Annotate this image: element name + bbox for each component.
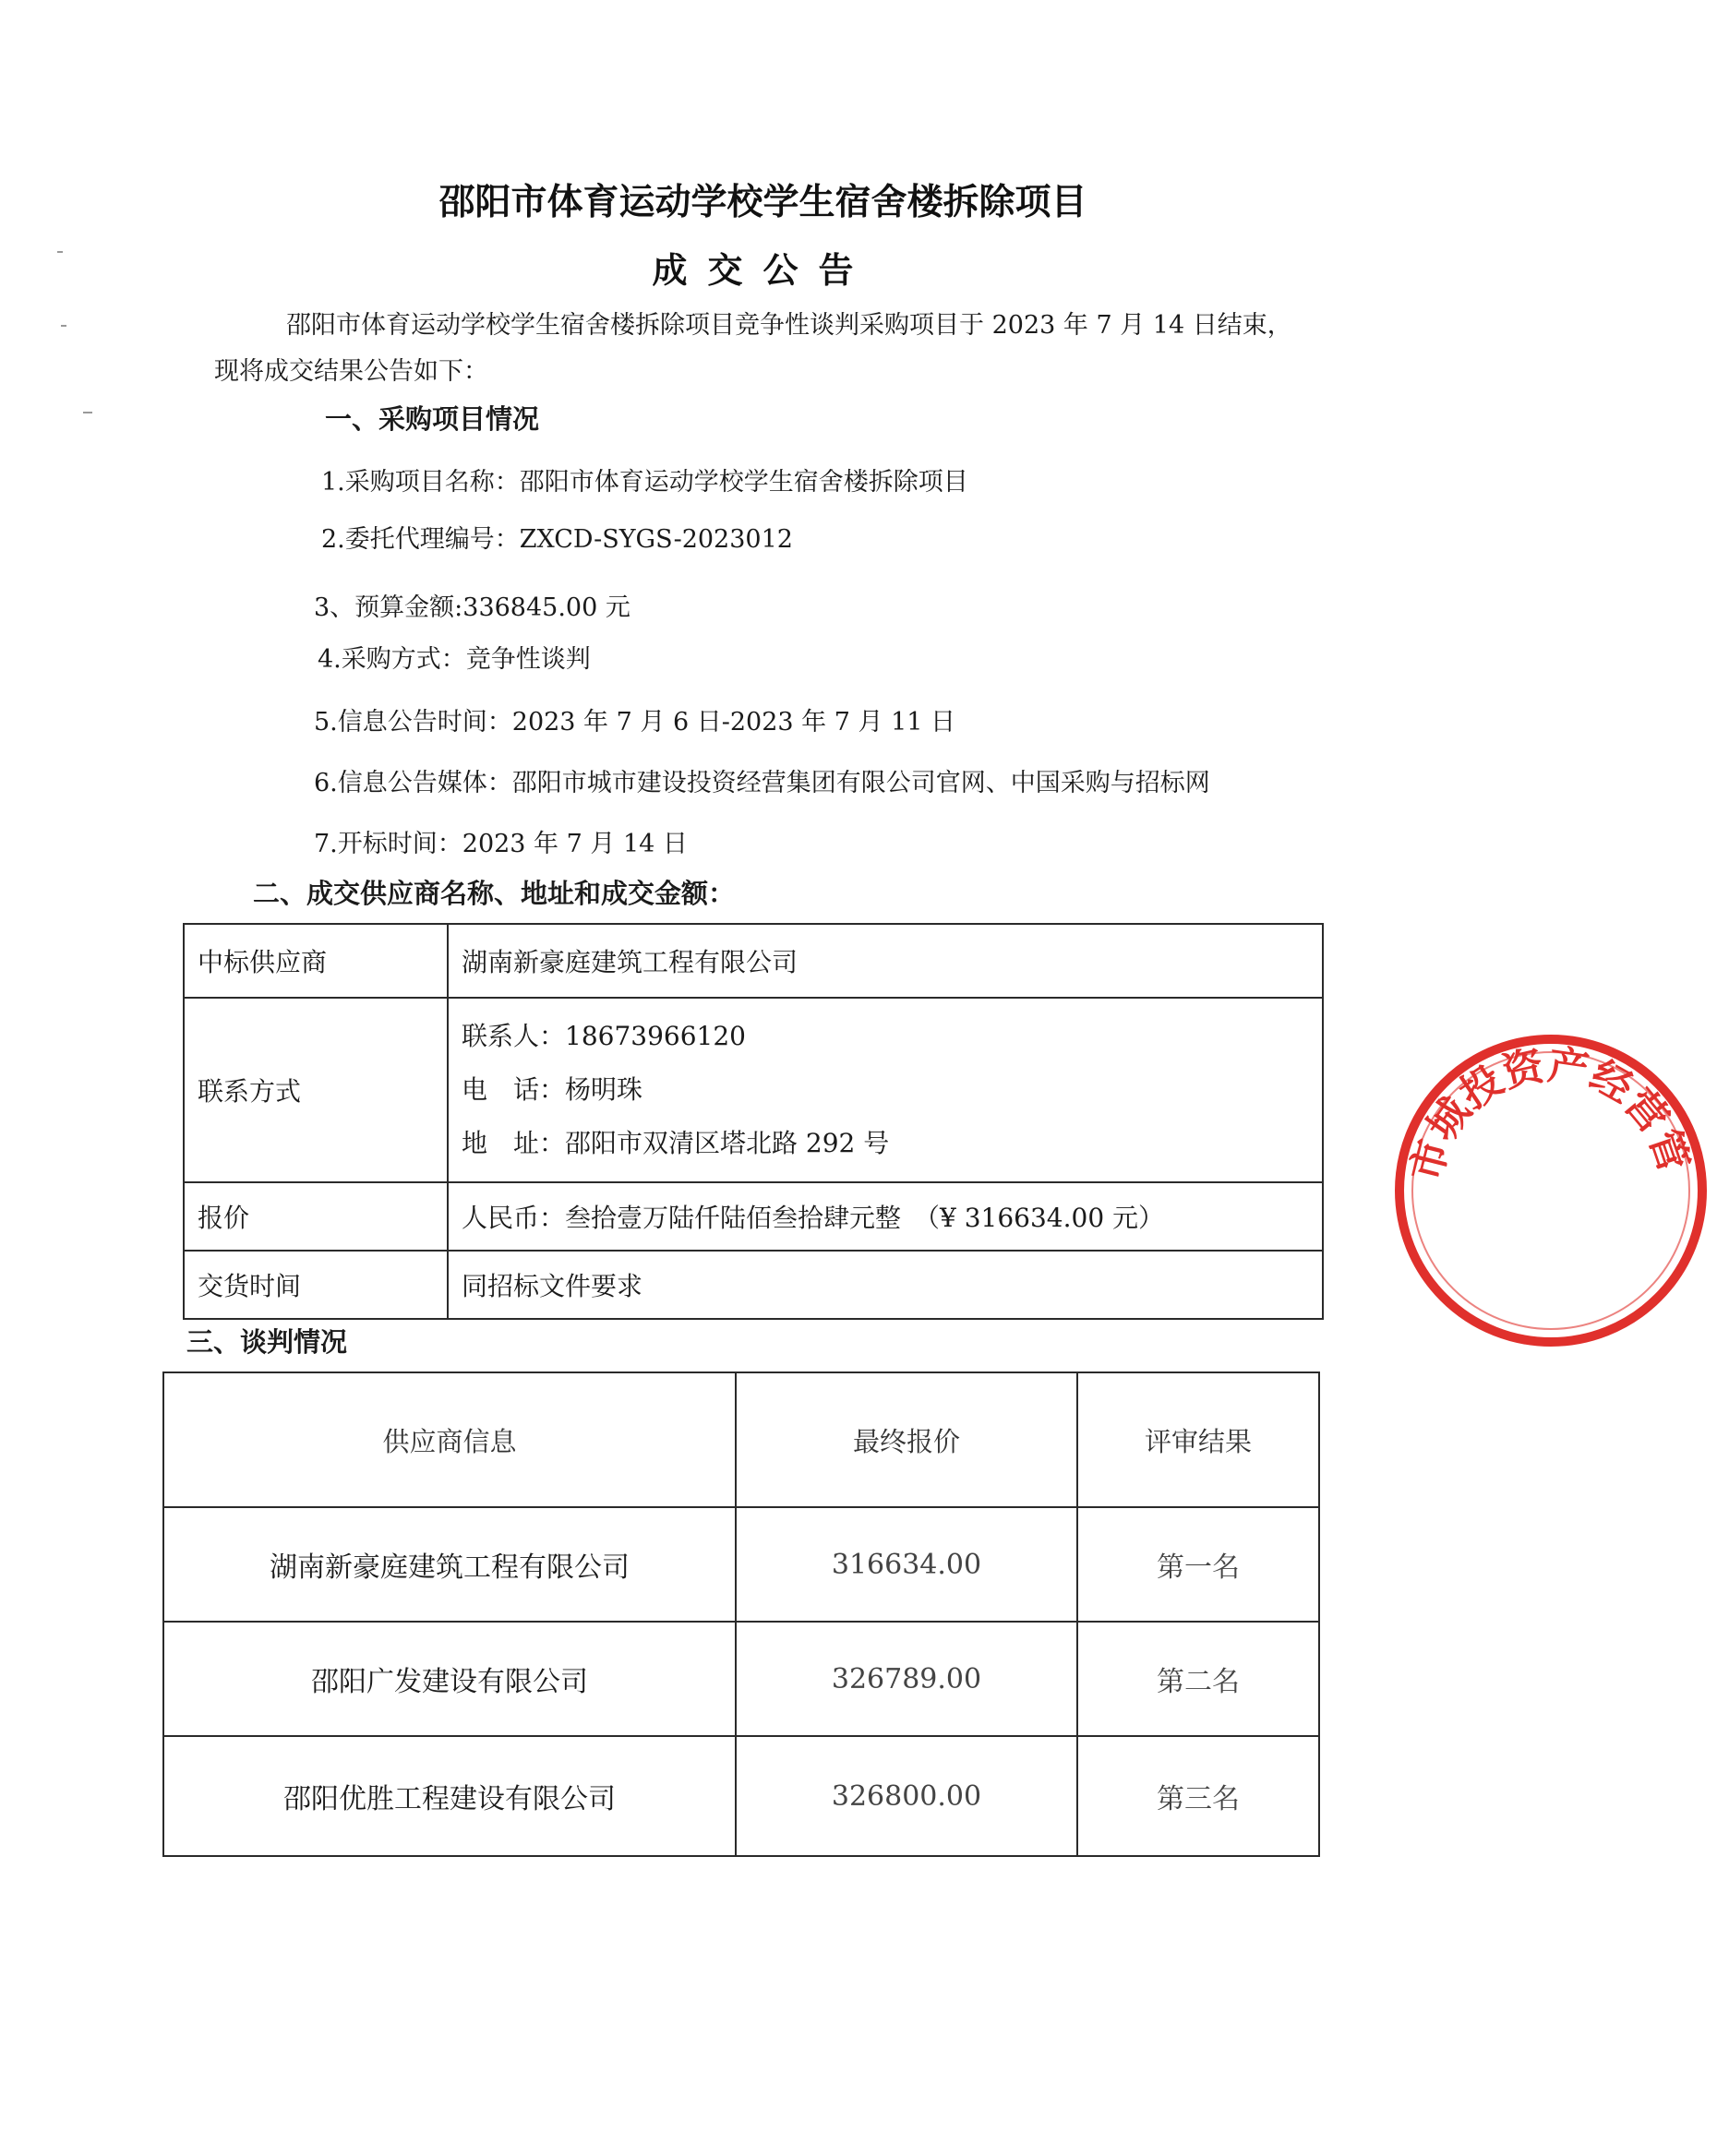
section-1-heading: 一、采购项目情况 (325, 403, 540, 435)
project-name-item: 1.采购项目名称：邵阳市体育运动学校学生宿舍楼拆除项目 (321, 468, 968, 497)
row-result: 第三名 (1077, 1736, 1319, 1856)
table-row (184, 924, 1323, 998)
seal-text: 市城投资产经营管 (1402, 1041, 1698, 1186)
delivery-value: 同招标文件要求 (448, 1251, 1323, 1319)
intro-line-1: 邵阳市体育运动学校学生宿舍楼拆除项目竞争性谈判采购项目于 2023 年 7 月 14 日结束， (286, 311, 1292, 340)
supplier-value: 湖南新豪庭建筑工程有限公司 (448, 924, 1323, 998)
row-price: 326800.00 (736, 1736, 1077, 1856)
row-price: 316634.00 (736, 1507, 1077, 1622)
negotiation-table (162, 1371, 1320, 1857)
row-supplier: 邵阳广发建设有限公司 (163, 1622, 736, 1736)
table-header-row (163, 1372, 1319, 1507)
page-subtitle: 成交公告 (652, 249, 874, 291)
contact-address: 地 址：邵阳市双清区塔北路 292 号 (462, 1128, 890, 1158)
contact-person: 联系人：18673966120 (462, 1021, 746, 1051)
row-result: 第一名 (1077, 1507, 1319, 1622)
award-table (183, 923, 1324, 1320)
scan-mark (83, 412, 92, 413)
official-seal-icon (1385, 1024, 1717, 1357)
row-price: 326789.00 (736, 1622, 1077, 1736)
header-result: 评审结果 (1077, 1372, 1319, 1507)
header-price: 最终报价 (736, 1372, 1077, 1507)
bid-opening-item: 7.开标时间：2023 年 7 月 14 日 (314, 830, 688, 858)
table-row (184, 998, 1323, 1182)
table-row (163, 1622, 1319, 1736)
contact-label: 联系方式 (184, 998, 448, 1182)
table-row (163, 1507, 1319, 1622)
price-label: 报价 (184, 1182, 448, 1251)
row-result: 第二名 (1077, 1622, 1319, 1736)
contact-phone: 电 话：杨明珠 (462, 1074, 643, 1105)
header-supplier: 供应商信息 (163, 1372, 736, 1507)
table-row (184, 1251, 1323, 1319)
section-2-heading: 二、成交供应商名称、地址和成交金额： (253, 878, 736, 909)
price-value: 人民币：叁拾壹万陆仟陆佰叁拾肆元整 （¥ 316634.00 元） (448, 1182, 1323, 1251)
row-supplier: 湖南新豪庭建筑工程有限公司 (163, 1507, 736, 1622)
procurement-method-item: 4.采购方式：竞争性谈判 (318, 645, 591, 674)
agency-code-item: 2.委托代理编号：ZXCD-SYGS-2023012 (321, 525, 793, 554)
supplier-label: 中标供应商 (184, 924, 448, 998)
announcement-time-item: 5.信息公告时间：2023 年 7 月 6 日-2023 年 7 月 11 日 (314, 708, 956, 737)
delivery-label: 交货时间 (184, 1251, 448, 1319)
row-supplier: 邵阳优胜工程建设有限公司 (163, 1736, 736, 1856)
svg-text:市城投资产经营管 (1402, 1041, 1697, 1185)
intro-line-2: 现将成交结果公告如下： (214, 357, 488, 386)
table-row (163, 1736, 1319, 1856)
table-row (184, 1182, 1323, 1251)
budget-item: 3、预算金额:336845.00 元 (314, 593, 630, 622)
page-title: 邵阳市体育运动学校学生宿舍楼拆除项目 (438, 181, 1087, 223)
scan-mark (61, 325, 66, 327)
section-3-heading: 三、谈判情况 (186, 1326, 348, 1358)
contact-cell (448, 998, 1323, 1182)
announcement-media-item: 6.信息公告媒体：邵阳市城市建设投资经营集团有限公司官网、中国采购与招标网 (314, 769, 1210, 797)
